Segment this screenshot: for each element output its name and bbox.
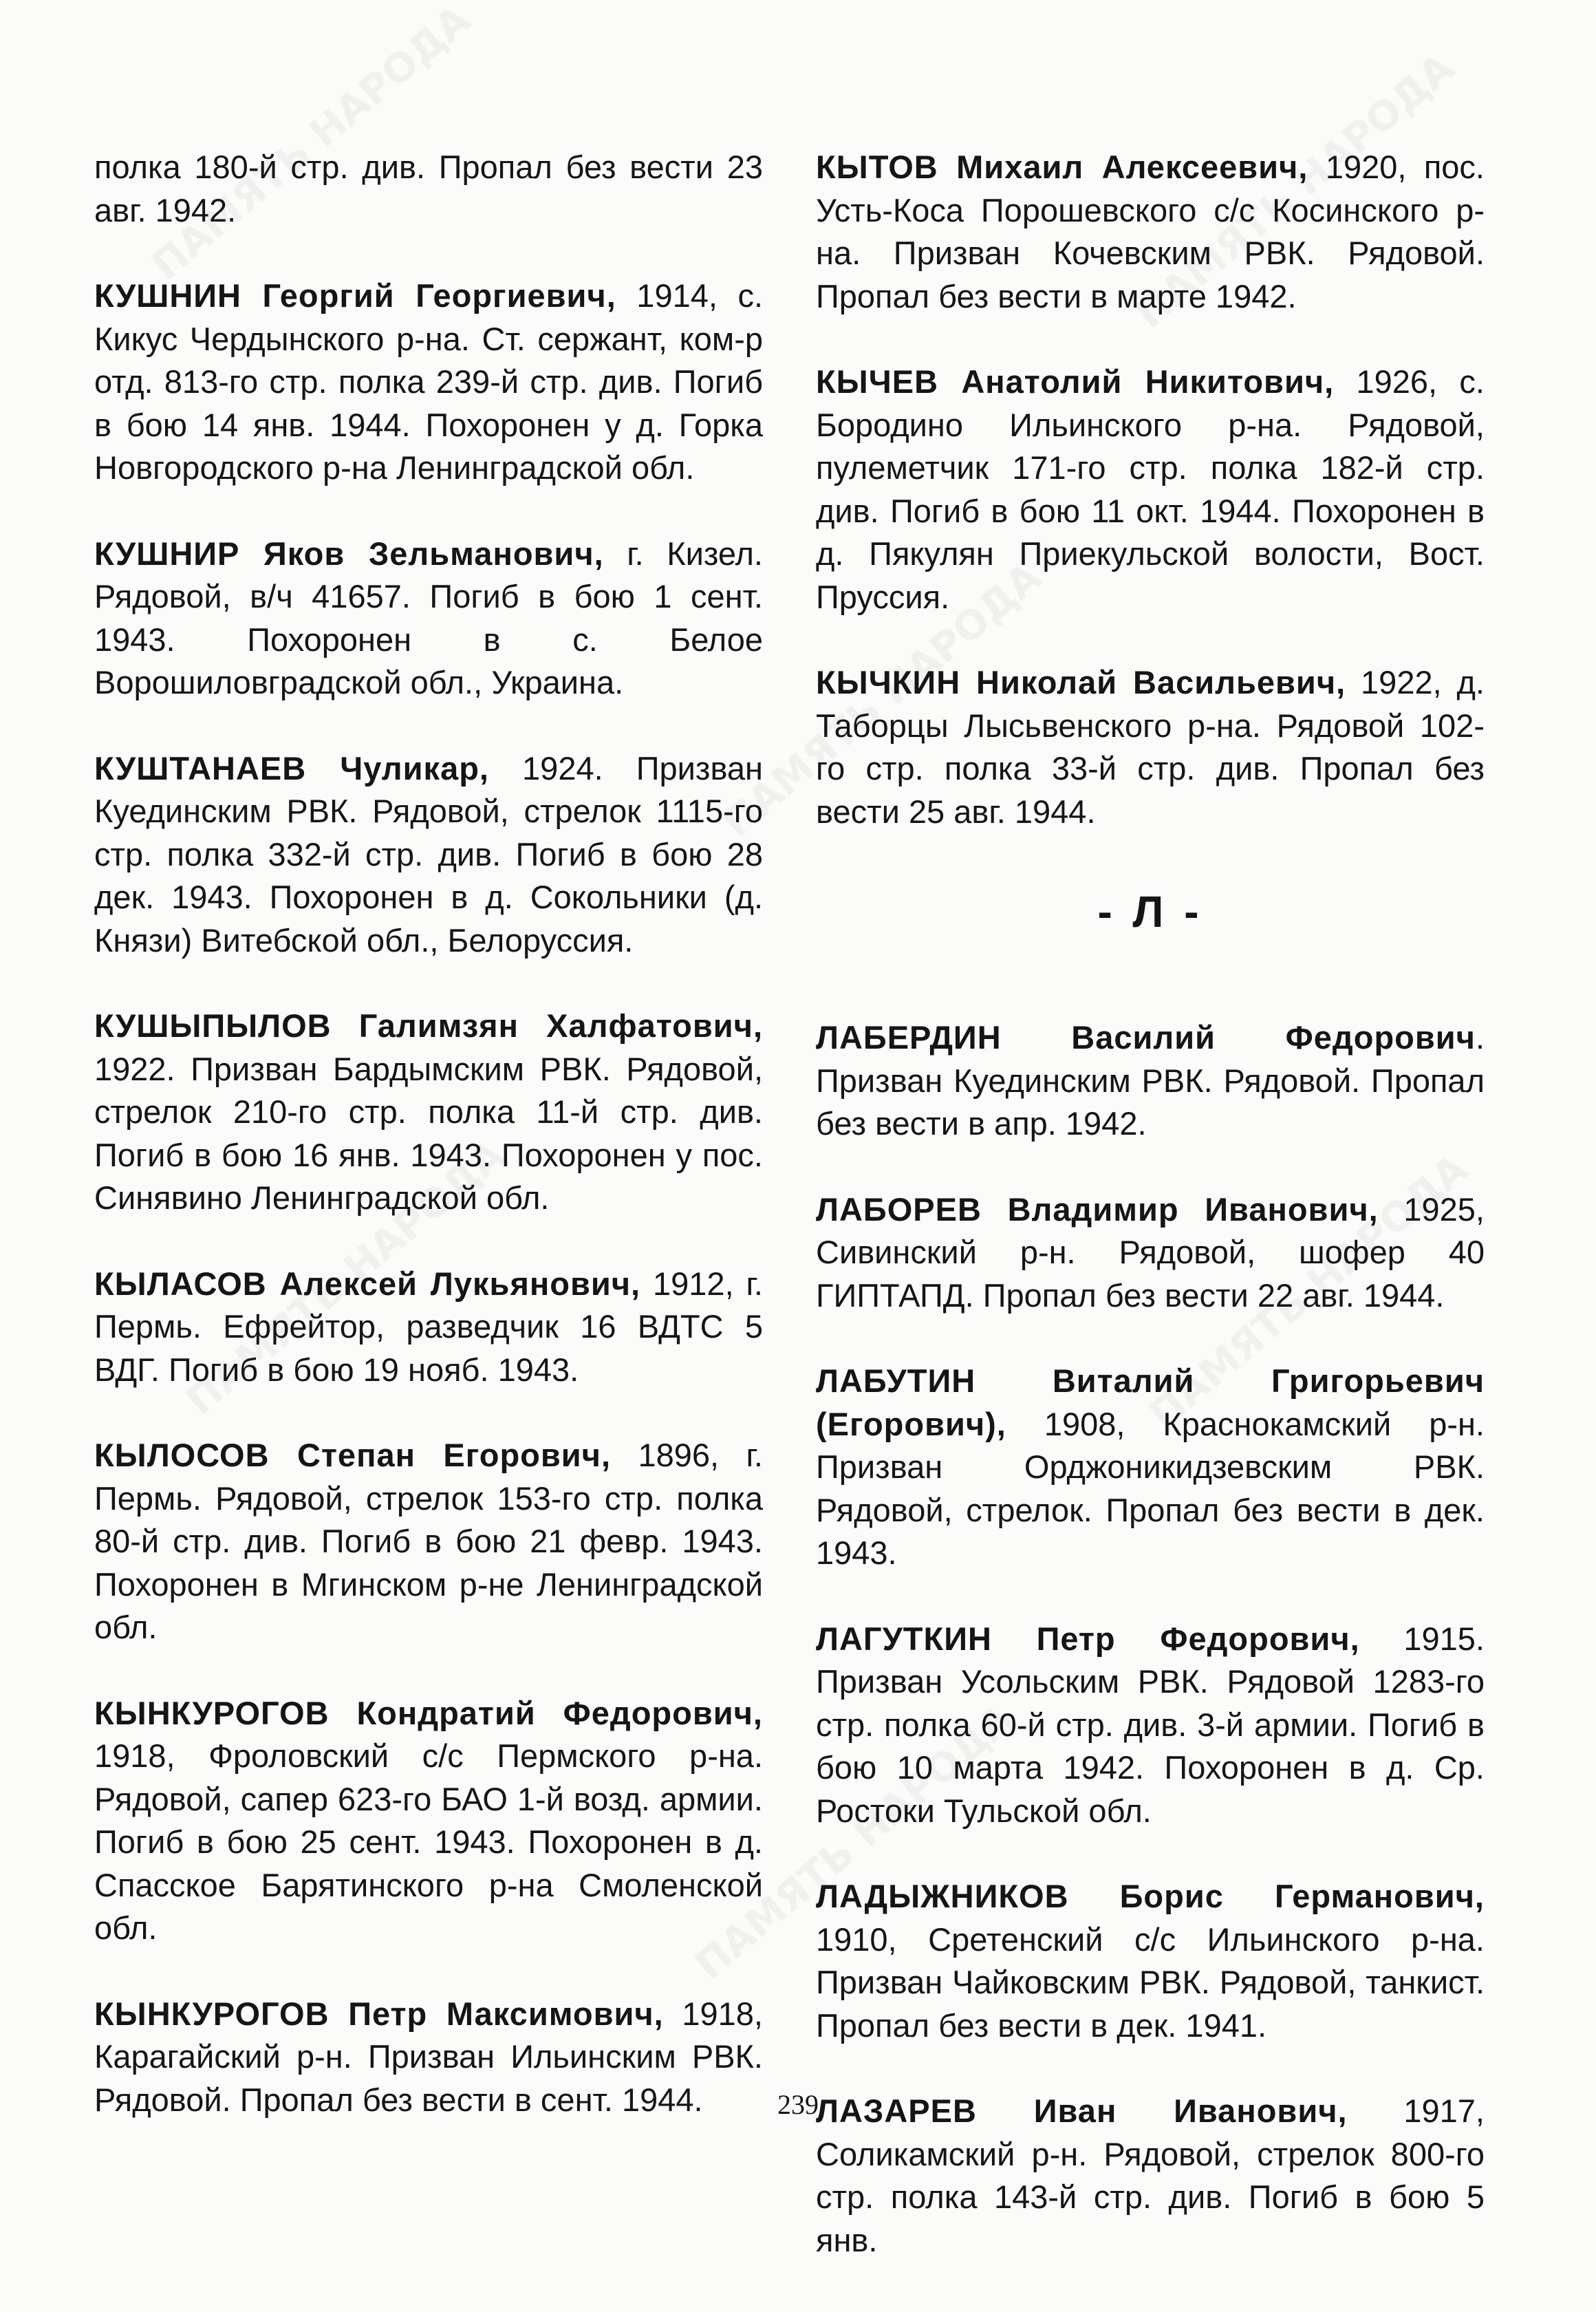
entry-text: г. Кизел. Рядовой, в/ч 41657. Погиб в бою 1 сент. 1943. Похоронен в с. Белое Ворошиловградской обл., Украина.: [94, 535, 763, 700]
entry-text: 1924. Призван Куединским РВК. Рядовой, стрелок 1115-го стр. полка 332-й стр. див. Погиб в бою 28 дек. 1943. Похоронен в д. Сокольники (д. Князи) Витебской обл., Белоруссия.: [94, 749, 763, 959]
entry-text: 1896, г. Пермь. Рядовой, стрелок 153-го стр. полка 80-й стр. див. Погиб в бою 21 февр. 1943. Похоронен в Мгинском р-не Ленинградской обл.: [94, 1437, 763, 1645]
entry: [816, 361, 1485, 619]
entry-name: ЛАБЕРДИН Василий Федорович: [816, 1019, 1476, 1056]
entry-text: 1918, Фроловский с/с Пермского р-на. Рядовой, сапер 623-го БАО 1-й возд. армии. Погиб в бою 25 сент. 1943. Похоронен в д. Спасское Барятинского р-на Смоленской обл.: [94, 1737, 763, 1946]
entry-text: 1918, Карагайский р-н. Призван Ильинским РВК. Рядовой. Пропал без вести в сент. 1944.: [94, 1995, 763, 2118]
entry-name: КУШНИР Яков Зельманович,: [94, 535, 604, 572]
entry: [816, 1188, 1485, 1318]
letter-heading: - Л -: [1097, 887, 1203, 936]
entry: [94, 275, 763, 490]
entry: [816, 1360, 1485, 1575]
entry-text: 1915. Призван Усольским РВК. Рядовой 1283-го стр. полка 60-й стр. див. 3-й армии. Погиб в бою 10 марта 1942. Похоронен в д. Ср. Ростоки Тульской обл.: [816, 1620, 1485, 1829]
right-column: [816, 146, 1485, 2304]
entry-name: ЛАБУТИН Виталий Григорьевич (Егорович),: [816, 1362, 1485, 1442]
entry-name: ЛАДЫЖНИКОВ Борис Германович,: [816, 1878, 1485, 1914]
entry-text: 1910, Сретенский с/с Ильинского р-на. Призван Чайковским РВК. Рядовой, танкист. Пропал без вести в дек. 1941.: [816, 1920, 1485, 2044]
entry-text: 1908, Краснокамский р-н. Призван Орджоникидзевским РВК. Рядовой, стрелок. Пропал без вести в дек. 1943.: [816, 1405, 1485, 1571]
entry-name: ЛАГУТКИН Петр Федорович,: [816, 1620, 1360, 1657]
entry-name: КЫЛАСОВ Алексей Лукьянович,: [94, 1265, 641, 1302]
entry-text: 1925, Сивинский р-н. Рядовой, шофер 40 ГИПТАПД. Пропал без вести 22 авг. 1944.: [816, 1190, 1485, 1314]
page-number: 239: [777, 2089, 819, 2120]
entry: [94, 747, 763, 963]
entry: [94, 533, 763, 705]
entry: [816, 1016, 1485, 1146]
entry-text: . Призван Куединским РВК. Рядовой. Пропал без вести в апр. 1942.: [816, 1019, 1485, 1142]
entry: [816, 1875, 1485, 2047]
entry-text: 1926, с. Бородино Ильинского р-на. Рядовой, пулеметчик 171-го стр. полка 182-й стр. див. Погиб в бою 11 окт. 1944. Похоронен в д. Пякулян Приекульской волости, Вост. Пруссия.: [816, 363, 1485, 615]
entry: [816, 661, 1485, 833]
entry-name: КЫТОВ Михаил Алексеевич,: [816, 149, 1308, 185]
entry-text: 1912, г. Пермь. Ефрейтор, разведчик 16 ВДТС 5 ВДГ. Погиб в бою 19 нояб. 1943.: [94, 1265, 763, 1388]
entry-text: 1914, с. Кикус Чердынского р-на. Ст. сержант, ком-р отд. 813-го стр. полка 239-й стр. див. Погиб в бою 14 янв. 1944. Похоронен у д. Горка Новгородского р-на Ленинградской обл.: [94, 277, 763, 486]
entry-name: КУШНИН Георгий Георгиевич,: [94, 277, 616, 314]
entry: [816, 146, 1485, 318]
entry: [94, 1434, 763, 1649]
entry-name: ЛАБОРЕВ Владимир Иванович,: [816, 1190, 1379, 1228]
entry-name: КЫЛОСОВ Степан Егорович,: [94, 1437, 611, 1473]
entry: [94, 1263, 763, 1392]
entry-name: КУШТАНАЕВ Чуликар,: [94, 749, 489, 786]
entry: [94, 146, 763, 232]
entry: [94, 1692, 763, 1950]
entry-name: КЫНКУРОГОВ Петр Максимович,: [94, 1995, 664, 2032]
entry-text: 1922, д. Таборцы Лысьвенского р-на. Рядовой 102-го стр. полка 33-й стр. див. Пропал без вести 25 авг. 1944.: [816, 664, 1485, 830]
entry-text: полка 180-й стр. див. Пропал без вести 23 авг. 1942.: [94, 149, 763, 228]
entry-text: 1920, пос. Усть-Коса Порошевского с/с Косинского р-на. Призван Кочевским РВК. Рядовой. Пропал без вести в марте 1942.: [816, 149, 1485, 314]
entry-text: 1922. Призван Бардымским РВК. Рядовой, стрелок 210-го стр. полка 11-й стр. див. Погиб в бою 16 янв. 1943. Похоронен у пос. Синявино Ленинградской обл.: [94, 1050, 763, 1216]
entry-name: КЫЧЕВ Анатолий Никитович,: [816, 363, 1335, 400]
entry-text: 1917, Соликамский р-н. Рядовой, стрелок 800-го стр. полка 143-й стр. див. Погиб в бою 5 янв.: [816, 2092, 1485, 2258]
entry-name: ЛАЗАРЕВ Иван Иванович,: [816, 2092, 1348, 2129]
entry: [94, 1005, 763, 1220]
entry-name: КЫЧКИН Николай Васильевич,: [816, 664, 1346, 700]
entry-name: КЫНКУРОГОВ Кондратий Федорович,: [94, 1694, 763, 1731]
entry-name: КУШЫПЫЛОВ Галимзян Халфатович,: [94, 1007, 763, 1044]
left-column: [94, 146, 763, 2164]
entry: [816, 1618, 1485, 1833]
